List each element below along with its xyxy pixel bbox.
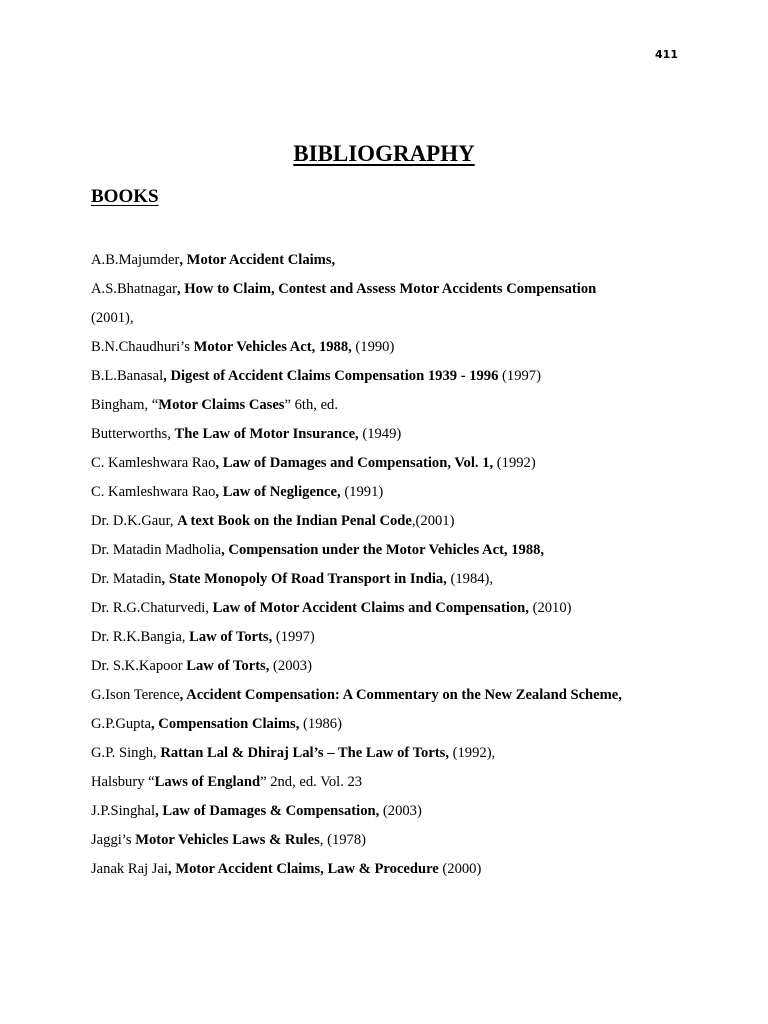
entry-title: , Law of Damages and Compensation, Vol. 1, [215,455,494,471]
entry-title: Motor Vehicles Act, 1988, [193,339,352,355]
entry-title: , Compensation under the Motor Vehicles Act, 1988, [221,542,545,558]
bibliography-entry [91,333,677,362]
entry-title: , How to Claim, Contest and Assess Motor Accidents Compensation [176,281,597,297]
entry-details: (1992) [493,455,536,471]
bibliography-entry [91,536,677,565]
bibliography-entry [91,855,677,884]
entry-author: J.P.Singhal [91,803,156,819]
entry-author: Halsbury “ [91,774,155,790]
entry-details: ,(2001) [411,513,455,529]
entry-author: B.L.Banasal [91,368,164,384]
bibliography-entry [91,449,677,478]
bibliography-entry [91,420,677,449]
entry-title: A text Book on the Indian Penal Code [177,513,412,529]
bibliography-entry [91,739,677,768]
entry-author: G.Ison Terence [91,687,180,703]
entry-author: Dr. D.K.Gaur, [91,513,178,529]
entry-details: (2003) [379,803,422,819]
bibliography-entry [91,681,677,710]
entry-title: Law of Torts, [186,658,270,674]
entry-details: (1949) [358,426,402,442]
entry-details: , (1978) [319,832,366,848]
entry-details: (1997) [272,629,315,645]
entry-author: G.P. Singh, [91,745,161,761]
entry-author: B.N.Chaudhuri’s [91,339,194,355]
entry-details: ” 2nd, ed. Vol. 23 [260,774,363,790]
bibliography-entry [91,362,677,391]
entry-title: The Law of Motor Insurance, [174,426,359,442]
entry-details: (2010) [528,600,572,616]
entry-details: (1997) [498,368,541,384]
entry-title: , Motor Accident Claims, Law & Procedure [168,861,439,877]
bibliography-entry [91,246,677,275]
bibliography-entry [91,478,677,507]
entry-title: Motor Claims Cases [158,397,285,413]
entry-title: , Law of Damages & Compensation, [155,803,380,819]
entry-details: (2001), [91,310,134,326]
entry-author: G.P.Gupta [91,716,151,732]
entry-author: Bingham, “ [91,397,159,413]
entry-details: (1990) [351,339,395,355]
entry-details: ” 6th, ed. [284,397,338,413]
bibliography-entry [91,826,677,855]
entry-title: , State Monopoly Of Road Transport in India, [161,571,447,587]
bibliography-entry [91,507,677,536]
entry-details: (1986) [299,716,342,732]
bibliography-entry [91,768,677,797]
bibliography-entry [91,391,677,420]
page-title: BIBLIOGRAPHY [293,141,475,166]
section-heading-books: BOOKS [91,186,159,207]
entry-title: , Compensation Claims, [151,716,300,732]
entry-details: (2003) [269,658,312,674]
bibliography-entry [91,594,677,623]
page-number: 411 [655,48,678,61]
entry-details: (2000) [438,861,482,877]
entry-title: Law of Motor Accident Claims and Compensation, [212,600,529,616]
entry-details: (1992), [449,745,496,761]
bibliography-entry [91,565,677,594]
entry-author: Dr. R.G.Chaturvedi, [91,600,213,616]
entry-title: , Accident Compensation: A Commentary on the New Zealand Scheme, [179,687,622,703]
entry-author: Butterworths, [91,426,175,442]
entry-author: Dr. S.K.Kapoor [91,658,187,674]
bibliography-entry [91,275,677,333]
entry-title: Law of Torts, [189,629,273,645]
entry-title: Laws of England [154,774,261,790]
entry-author: Dr. Matadin [91,571,162,587]
entry-author: A.S.Bhatnagar [91,281,177,297]
entry-title: , Digest of Accident Claims Compensation 1939 - 1996 [163,368,499,384]
entry-author: A.B.Majumder [91,252,180,268]
entry-details: (1984), [446,571,494,587]
entry-title: Rattan Lal & Dhiraj Lal’s – The Law of Torts, [160,745,449,761]
entry-author: Jaggi’s [91,832,136,848]
bibliography-list [91,246,677,884]
entry-author: Dr. R.K.Bangia, [91,629,190,645]
bibliography-entry [91,797,677,826]
entry-title: , Law of Negligence, [215,484,341,500]
entry-author: C. Kamleshwara Rao [91,455,216,471]
entry-author: C. Kamleshwara Rao [91,484,216,500]
bibliography-entry [91,652,677,681]
entry-author: Dr. Matadin Madholia [91,542,222,558]
bibliography-entry [91,710,677,739]
bibliography-entry [91,623,677,652]
entry-title: Motor Vehicles Laws & Rules [135,832,320,848]
entry-author: Janak Raj Jai [91,861,169,877]
entry-details: (1991) [340,484,384,500]
entry-title: , Motor Accident Claims, [179,252,336,268]
